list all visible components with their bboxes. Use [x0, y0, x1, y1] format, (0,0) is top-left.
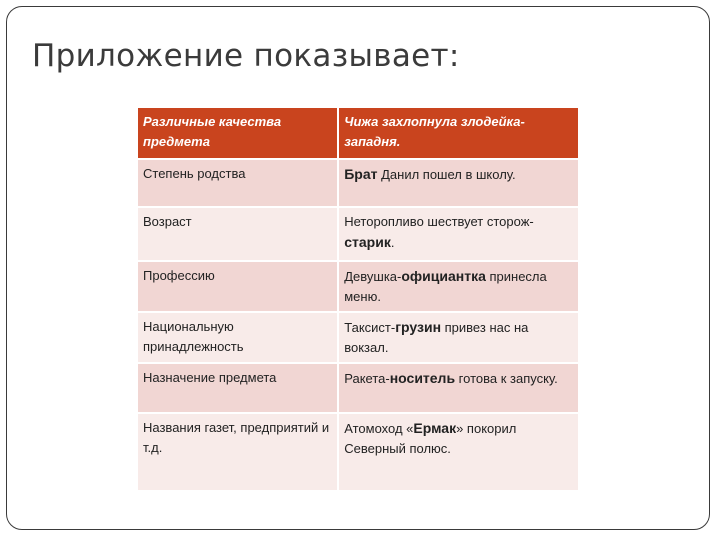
header-cell-qualities: Различные качества предмета [137, 107, 338, 159]
row-example [338, 207, 579, 261]
row-example [338, 312, 579, 363]
table-row [137, 207, 579, 261]
row-example [338, 363, 579, 413]
example-highlight: официантка [401, 268, 486, 284]
example-text: Атомоход « [344, 421, 414, 436]
slide-title: Приложение показывает: [32, 38, 460, 74]
row-label: Степень родства [137, 159, 338, 207]
row-example [338, 159, 579, 207]
example-highlight: старик [344, 234, 391, 250]
table-row [137, 413, 579, 491]
example-highlight: грузин [395, 319, 442, 335]
example-highlight: носитель [389, 370, 456, 386]
row-label: Национальную принадлежность [137, 312, 338, 363]
example-text: Неторопливо шествует сторож- [344, 214, 534, 229]
example-text: Девушка- [344, 269, 402, 284]
table-row [137, 363, 579, 413]
table-row [137, 312, 579, 363]
example-highlight: Брат [344, 166, 378, 182]
example-text: принесла меню. [344, 269, 547, 304]
example-highlight: Ермак [413, 420, 457, 436]
row-label: Назначение предмета [137, 363, 338, 413]
example-text: Ракета- [344, 371, 390, 386]
example-text: . [390, 235, 395, 250]
row-example [338, 261, 579, 312]
example-text: Данил пошел в школу. [377, 167, 516, 182]
example-text: » покорил Северный полюс. [344, 421, 517, 456]
table-header-row [137, 107, 579, 159]
example-text: привез нас на вокзал. [344, 320, 529, 355]
table-row [137, 159, 579, 207]
table-row [137, 261, 579, 312]
example-text: готова к запуску. [455, 371, 558, 386]
row-label: Профессию [137, 261, 338, 312]
examples-table [136, 106, 580, 492]
header-cell-example: Чижа захлопнула злодейка-западня. [338, 107, 579, 159]
row-label: Названия газет, предприятий и т.д. [137, 413, 338, 491]
row-example [338, 413, 579, 491]
example-text: Таксист- [344, 320, 396, 335]
row-label: Возраст [137, 207, 338, 261]
